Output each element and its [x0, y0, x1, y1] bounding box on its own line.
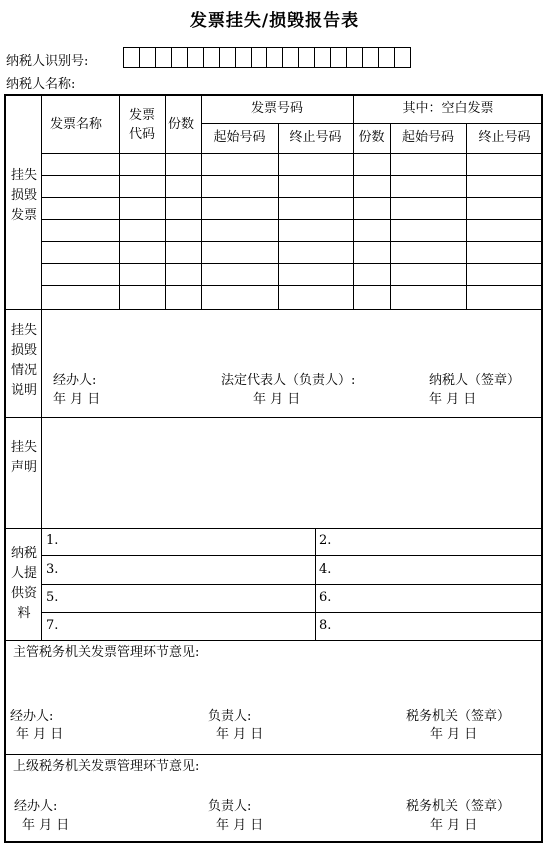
section-divider	[6, 528, 543, 529]
superior-heading: 上级税务机关发票管理环节意见:	[13, 759, 200, 774]
explain-row-label: 挂失损毁情况说明	[10, 323, 37, 398]
col-invoice-code: 发票代码	[128, 108, 155, 142]
taxpayer-name-label: 纳税人名称:	[6, 77, 76, 92]
authority-handler: 经办人:	[10, 709, 54, 724]
col-end-number: 终止号码	[289, 130, 342, 145]
explain-handler-date: 年 月 日	[53, 392, 101, 407]
grid-line	[41, 309, 42, 417]
col-blank-start: 起始号码	[401, 130, 454, 145]
statement-row-label: 挂失声明	[10, 440, 37, 475]
materials-row-label: 纳税人提供资料	[10, 546, 37, 621]
grid-line	[41, 197, 543, 198]
material-item[interactable]: 8.	[319, 618, 332, 633]
col-start-number: 起始号码	[213, 130, 266, 145]
grid-line	[41, 175, 543, 176]
superior-office-sign: 税务机关（签章）	[406, 799, 511, 814]
grid-line	[41, 584, 543, 585]
material-item[interactable]: 5.	[46, 590, 59, 605]
grid-line	[390, 123, 391, 309]
superior-office-date: 年 月 日	[430, 818, 478, 833]
explain-handler: 经办人:	[53, 373, 97, 388]
superior-handler: 经办人:	[14, 799, 58, 814]
grid-line	[41, 417, 42, 528]
report-table	[4, 94, 543, 843]
material-item[interactable]: 3.	[46, 562, 59, 577]
authority-heading: 主管税务机关发票管理环节意见:	[13, 645, 200, 660]
section-divider	[6, 417, 543, 418]
col-blank-group: 其中：空白发票	[402, 101, 494, 116]
col-blank-end: 终止号码	[478, 130, 531, 145]
grid-line	[41, 612, 543, 613]
explain-sign-date: 年 月 日	[429, 392, 477, 407]
grid-line	[41, 555, 543, 556]
grid-line	[41, 96, 42, 309]
material-item[interactable]: 4.	[319, 562, 332, 577]
grid-line	[201, 96, 202, 309]
material-item[interactable]: 2.	[319, 533, 332, 548]
authority-responsible: 负责人:	[208, 709, 252, 724]
grid-line	[41, 241, 543, 242]
section-divider	[6, 754, 543, 755]
superior-handler-date: 年 月 日	[22, 818, 70, 833]
material-item[interactable]: 6.	[319, 590, 332, 605]
grid-line	[466, 123, 467, 309]
form-title: 发票挂失/损毁报告表	[189, 11, 360, 31]
section-divider	[6, 309, 543, 310]
grid-line	[41, 263, 543, 264]
grid-line	[41, 285, 543, 286]
grid-line	[165, 96, 166, 309]
loss-row-label: 挂失损毁发票	[10, 168, 37, 223]
explain-taxpayer-sign: 纳税人（签章）	[429, 373, 521, 388]
grid-line	[201, 123, 543, 124]
section-divider	[6, 640, 543, 641]
authority-office-date: 年 月 日	[430, 727, 478, 742]
grid-line	[41, 153, 543, 154]
taxpayer-id-label: 纳税人识别号:	[6, 54, 89, 69]
col-invoice-name: 发票名称	[50, 117, 103, 132]
material-item[interactable]: 7.	[46, 618, 59, 633]
grid-line	[119, 96, 120, 309]
explain-legal-rep-date: 年 月 日	[253, 392, 301, 407]
superior-responsible: 负责人:	[208, 799, 252, 814]
authority-handler-date: 年 月 日	[16, 727, 64, 742]
explain-legal-rep: 法定代表人（负责人）:	[221, 373, 356, 388]
authority-office-sign: 税务机关（签章）	[406, 709, 511, 724]
taxpayer-id-boxes[interactable]	[123, 47, 411, 68]
grid-line	[41, 219, 543, 220]
col-blank-copies: 份数	[358, 130, 385, 145]
col-copies: 份数	[168, 117, 195, 132]
superior-responsible-date: 年 月 日	[216, 818, 264, 833]
col-invoice-number: 发票号码	[250, 101, 303, 116]
material-item[interactable]: 1.	[46, 533, 59, 548]
grid-line	[278, 123, 279, 309]
authority-responsible-date: 年 月 日	[216, 727, 264, 742]
grid-line	[353, 96, 354, 309]
